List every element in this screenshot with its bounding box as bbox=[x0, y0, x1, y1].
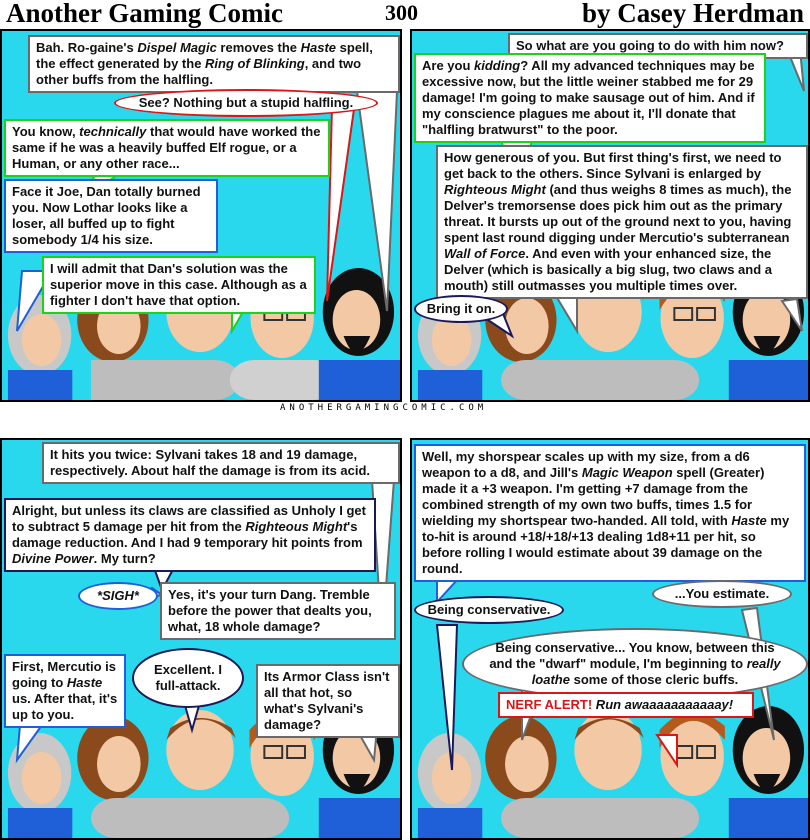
nerf-alert-box: NERF ALERT! Run awaaaaaaaaaaay! bbox=[498, 692, 754, 718]
panel-2 bbox=[410, 29, 810, 402]
comic-byline: by Casey Herdman bbox=[582, 0, 804, 28]
speech-bubble-blue-1: *SIGH* bbox=[78, 582, 158, 610]
speech-bubble-dm-1: ...You estimate. bbox=[652, 580, 792, 608]
speech-bubble-navy-2: Excellent. I full-attack. bbox=[132, 648, 244, 708]
speech-bubble-green-1: Are you kidding? All my advanced techniques may be excessive now, but the little weiner stabbed me for 29 damage! I'm going to make sausage out of him. And if my conscience plagues me about it, I'll donate that "halfling bratwurst" to the poor. bbox=[414, 53, 766, 143]
panel-1 bbox=[0, 29, 402, 402]
panel-4 bbox=[410, 438, 810, 840]
speech-bubble-dm-3: Its Armor Class isn't all that hot, so what's Sylvani's damage? bbox=[256, 664, 400, 738]
site-url: ANOTHERGAMINGCOMIC.COM bbox=[280, 403, 488, 413]
speech-bubble-dm-2: Yes, it's your turn Dang. Tremble before the power that dealts you, what, 18 whole damage? bbox=[160, 582, 396, 640]
speech-bubble-blue-1: Well, my shorspear scales up with my size, from a d6 weapon to a d8, and Jill's Magic Weapon spell (Greater) made it a +3 weapon. I'm getting +7 damage from the combined strength of my own two buffs, times 1.5 for wielding my shortspear two-handed. All told, with Haste my to-hit is around +18/+18/+13 dealing 1d8+11 per hit, so before rolling I would estimate about 39 damage on the round. bbox=[414, 444, 806, 582]
speech-bubble-dm-2: Being conservative... You know, between this and the "dwarf" module, I'm beginning to really loathe some of those cleric buffs. bbox=[462, 628, 808, 700]
speech-bubble-navy-1: Bring it on. bbox=[414, 295, 508, 323]
speech-bubble-red-1: See? Nothing but a stupid halfling. bbox=[114, 89, 378, 117]
comic-title: Another Gaming Comic bbox=[6, 0, 283, 28]
speech-bubble-dm-1: Bah. Ro-gaine's Dispel Magic removes the Haste spell, the effect generated by the Ring of Blinking, and two other buffs from the halfling. bbox=[28, 35, 400, 93]
speech-bubble-green-2: I will admit that Dan's solution was the superior move in this case. Although as a fighter I don't have that option. bbox=[42, 256, 316, 314]
panel-3 bbox=[0, 438, 402, 840]
speech-bubble-navy-1: Being conservative. bbox=[414, 596, 564, 624]
comic-number: 300 bbox=[385, 0, 418, 25]
speech-bubble-blue-1: Face it Joe, Dan totally burned you. Now Lothar looks like a loser, all buffed up to fight somebody 1/4 his size. bbox=[4, 179, 218, 253]
speech-bubble-dm-1: So what are you going to do with him now? bbox=[508, 33, 808, 59]
speech-bubble-green-1: You know, technically that would have worked the same if he was a heavily buffed Elf rogue, or a Human, or any other race... bbox=[4, 119, 330, 177]
speech-bubble-dm-1: It hits you twice: Sylvani takes 18 and 19 damage, respectively. About half the damage is from its acid. bbox=[42, 442, 400, 484]
speech-bubble-blue-2: First, Mercutio is going to Haste us. After that, it's up to you. bbox=[4, 654, 126, 728]
speech-bubble-dm-2: How generous of you. But first thing's first, we need to get back to the others. Since Sylvani is enlarged by Righteous Might (and thus weighs 8 times as much), the Delver's tremorsense does pick him out as the primary threat. It bursts up out of the ground next to you, having spent last round digging under Mercutio's subterranean Wall of Force. And even with your enhanced size, the Delver (which is basically a big slug, two claws and a mouth) still outmasses you multiple times over. bbox=[436, 145, 808, 299]
speech-bubble-navy-1: Alright, but unless its claws are classified as Unholy I get to subtract 5 damage per hit from the Righteous Might's damage reduction. And I had 9 temporary hit points from Divine Power. My turn? bbox=[4, 498, 376, 572]
